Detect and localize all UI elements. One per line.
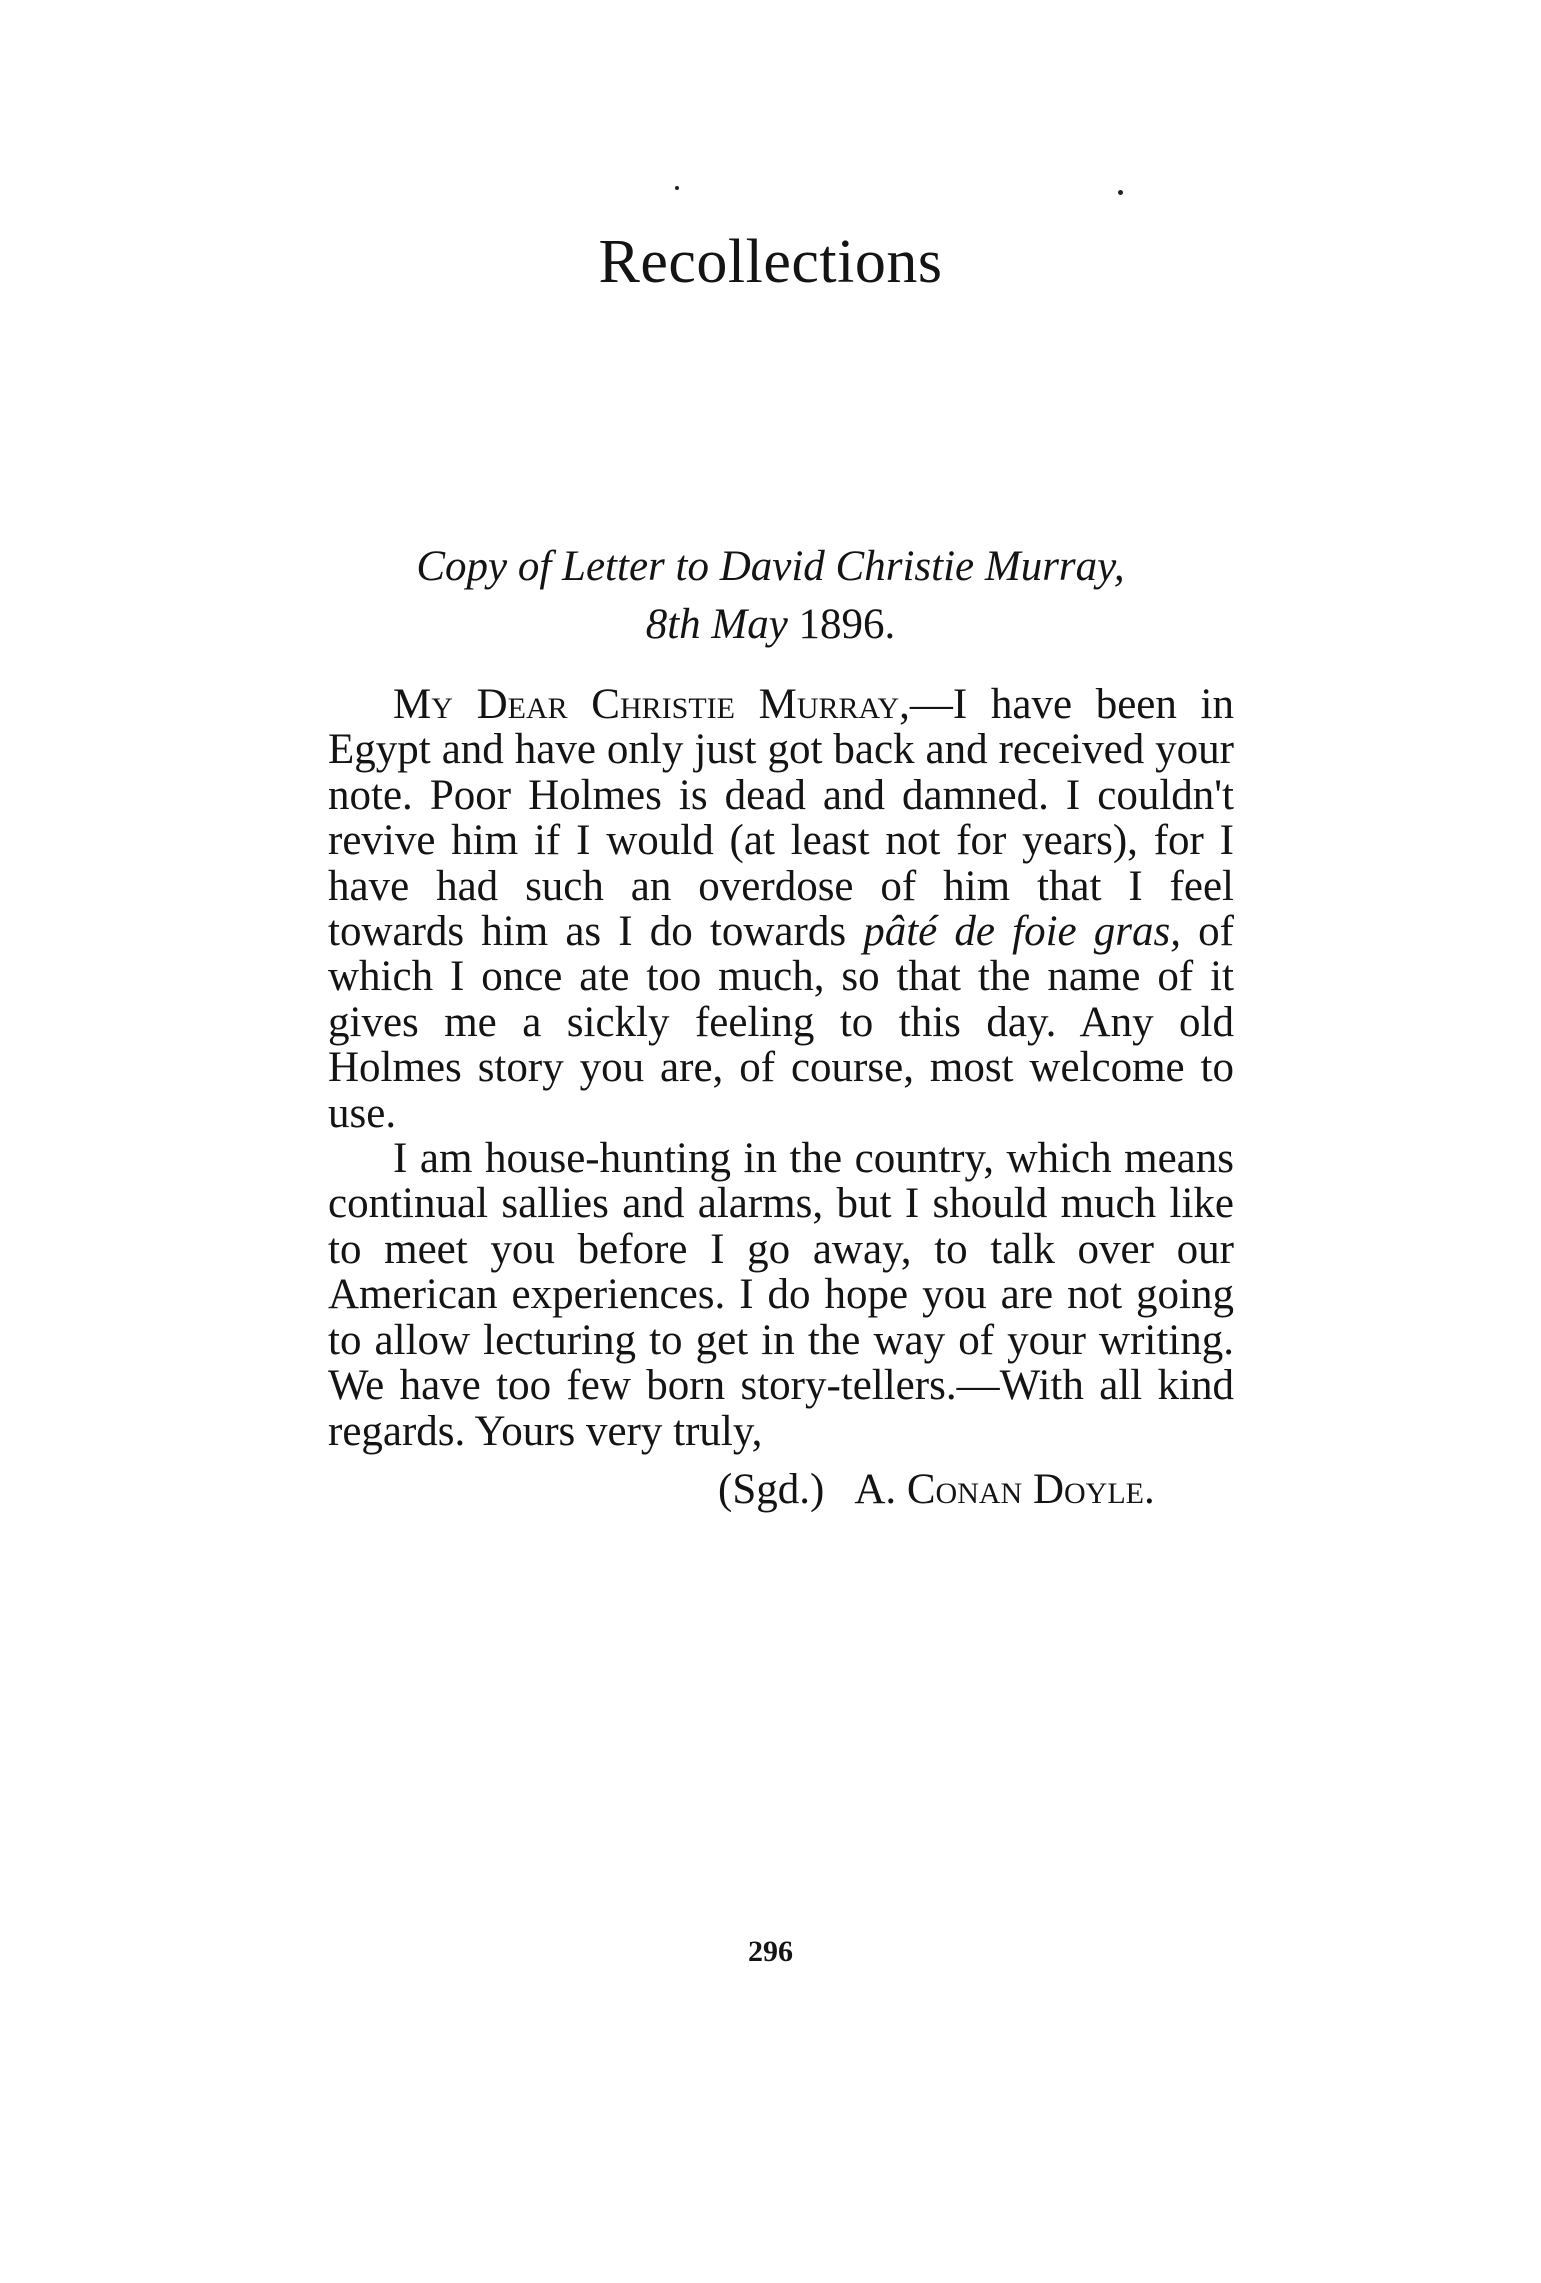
letter-date	[0, 596, 1541, 654]
paragraph-1	[328, 682, 1234, 1136]
letter-date-day: 8th May	[645, 601, 788, 648]
letter-heading	[0, 538, 1541, 654]
page-number: 296	[748, 1935, 793, 1968]
signature-name: A. Conan Doyle.	[854, 1466, 1155, 1513]
print-speck-right	[1118, 190, 1123, 195]
paragraph-1-part-b: of which I once ate too much, so that the name of it gives me a sickly feeling to this day. Any old Holmes story you are, of course, most welcome to use.	[328, 908, 1234, 1137]
letter-date-year: 1896.	[798, 601, 896, 648]
letter-title: Copy of Letter to David Christie Murray,	[416, 543, 1125, 590]
paragraph-2: I am house-hunting in the country, which means continual sallies and alarms, but I should much like to meet you before I go away, to talk over our American experiences. I do hope you are not going to allow lecturing to get in the way of your writing. We have too few born story-tellers.—With all kind regards. Yours very truly,	[328, 1135, 1234, 1455]
signature	[718, 1462, 1155, 1518]
running-head: Recollections	[598, 228, 943, 296]
print-speck-left	[675, 186, 679, 190]
foreign-phrase: pâté de foie gras,	[863, 908, 1182, 956]
paragraph-1-part-a: —I have been in Egypt and have only just got back and received your note. Poor Holmes is dead and damned. I couldn't revive him if I would (at least not for years), for I have had such an overdose of him that I feel towards him as I do towards	[328, 681, 1235, 956]
signature-prefix: (Sgd.)	[718, 1466, 825, 1513]
salutation: My Dear Christie Murray,	[393, 681, 910, 728]
letter-body	[328, 682, 1234, 1454]
